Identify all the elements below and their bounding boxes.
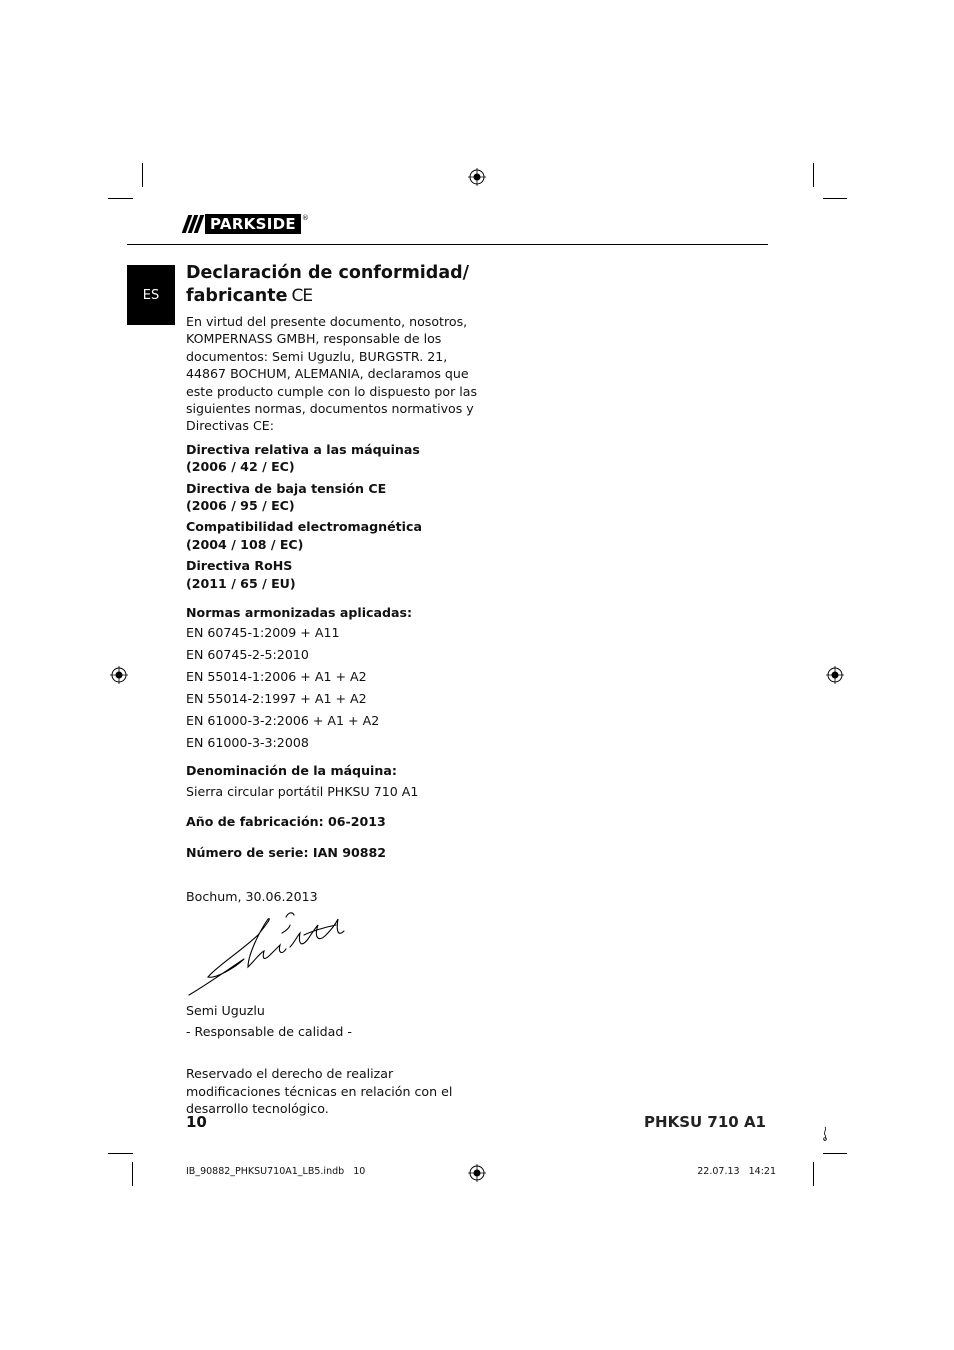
title-line-2: fabricante [186,286,288,306]
crop-mark [108,198,133,199]
disclaimer: Reservado el derecho de realizar modificaciones técnicas en relación con el desarrollo tecnológico. [186,1066,453,1117]
registration-mark-icon [826,666,844,684]
directive-name: Directiva de baja tensión CE [186,480,387,496]
crop-mark [823,198,847,199]
directive-name: Compatibilidad electromagnética [186,519,422,535]
crop-mark [108,1153,133,1154]
logo-wordmark: PARKSIDE [205,214,301,234]
signatory-name: Semi Uguzlu [186,1002,265,1018]
crop-mark [813,1162,814,1186]
title-line-1: Declaración de conformidad/ [186,263,470,283]
registration-mark-icon [468,168,486,186]
print-file-info: IB_90882_PHKSU710A1_LB5.indb 10 [186,1166,366,1177]
standard-item: EN 61000-3-3:2008 [186,734,309,750]
place-date: Bochum, 30.06.2013 [186,889,318,905]
crop-mark [823,1153,847,1154]
standards-list [186,622,486,754]
header-rule [127,244,768,245]
directive-item [186,557,486,592]
footer-model: PHKSU 710 A1 [644,1113,766,1131]
serial-number: Número de serie: IAN 90882 [186,844,387,860]
page-title [186,262,486,308]
directive-name: Directiva RoHS [186,558,293,574]
directive-code: (2004 / 108 / EC) [186,536,304,552]
declaration-section [186,262,486,1118]
small-mark-icon [820,1126,830,1142]
print-date-info: 22.07.13 14:21 [697,1166,776,1177]
registered-mark: ® [301,214,309,222]
directives-list [186,441,486,592]
standard-item: EN 60745-1:2009 + A11 [186,624,340,640]
language-tab: ES [127,265,175,325]
directive-item [186,441,486,476]
standard-item: EN 60745-2-5:2010 [186,646,309,662]
directive-code: (2011 / 65 / EU) [186,575,296,591]
directive-code: (2006 / 95 / EC) [186,498,295,514]
directive-code: (2006 / 42 / EC) [186,459,295,475]
crop-mark [813,163,814,187]
machine-value: Sierra circular portátil PHKSU 710 A1 [186,783,419,799]
registration-mark-icon [110,666,128,684]
standard-item: EN 61000-3-2:2006 + A1 + A2 [186,712,380,728]
standard-item: EN 55014-2:1997 + A1 + A2 [186,690,367,706]
signature-image [186,907,356,999]
standard-item: EN 55014-1:2006 + A1 + A2 [186,668,367,684]
standards-heading: Normas armonizadas aplicadas: [186,605,413,621]
directive-name: Directiva relativa a las máquinas [186,441,420,457]
intro-paragraph: En virtud del presente documento, nosotros, KOMPERNASS GMBH, responsable de los documentos: Semi Uguzlu, BURGSTR. 21, 44867 BOCHUM, ALEMANIA, declaramos que este producto cumple con lo dispuesto por las siguientes normas, documentos normativos y Directivas CE: [186,314,478,434]
registration-mark-icon [468,1164,486,1182]
ce-mark: CE [291,286,313,306]
directive-item [186,480,486,515]
parkside-logo [185,214,308,234]
machine-heading: Denominación de la máquina: [186,762,397,778]
signatory-role: - Responsable de calidad - [186,1023,352,1039]
page-number: 10 [186,1113,207,1131]
year-of-manufacture: Año de fabricación: 06-2013 [186,814,386,830]
crop-mark [142,163,143,187]
directive-item [186,518,486,553]
logo-slashes-icon [185,215,201,233]
crop-mark [132,1162,133,1186]
